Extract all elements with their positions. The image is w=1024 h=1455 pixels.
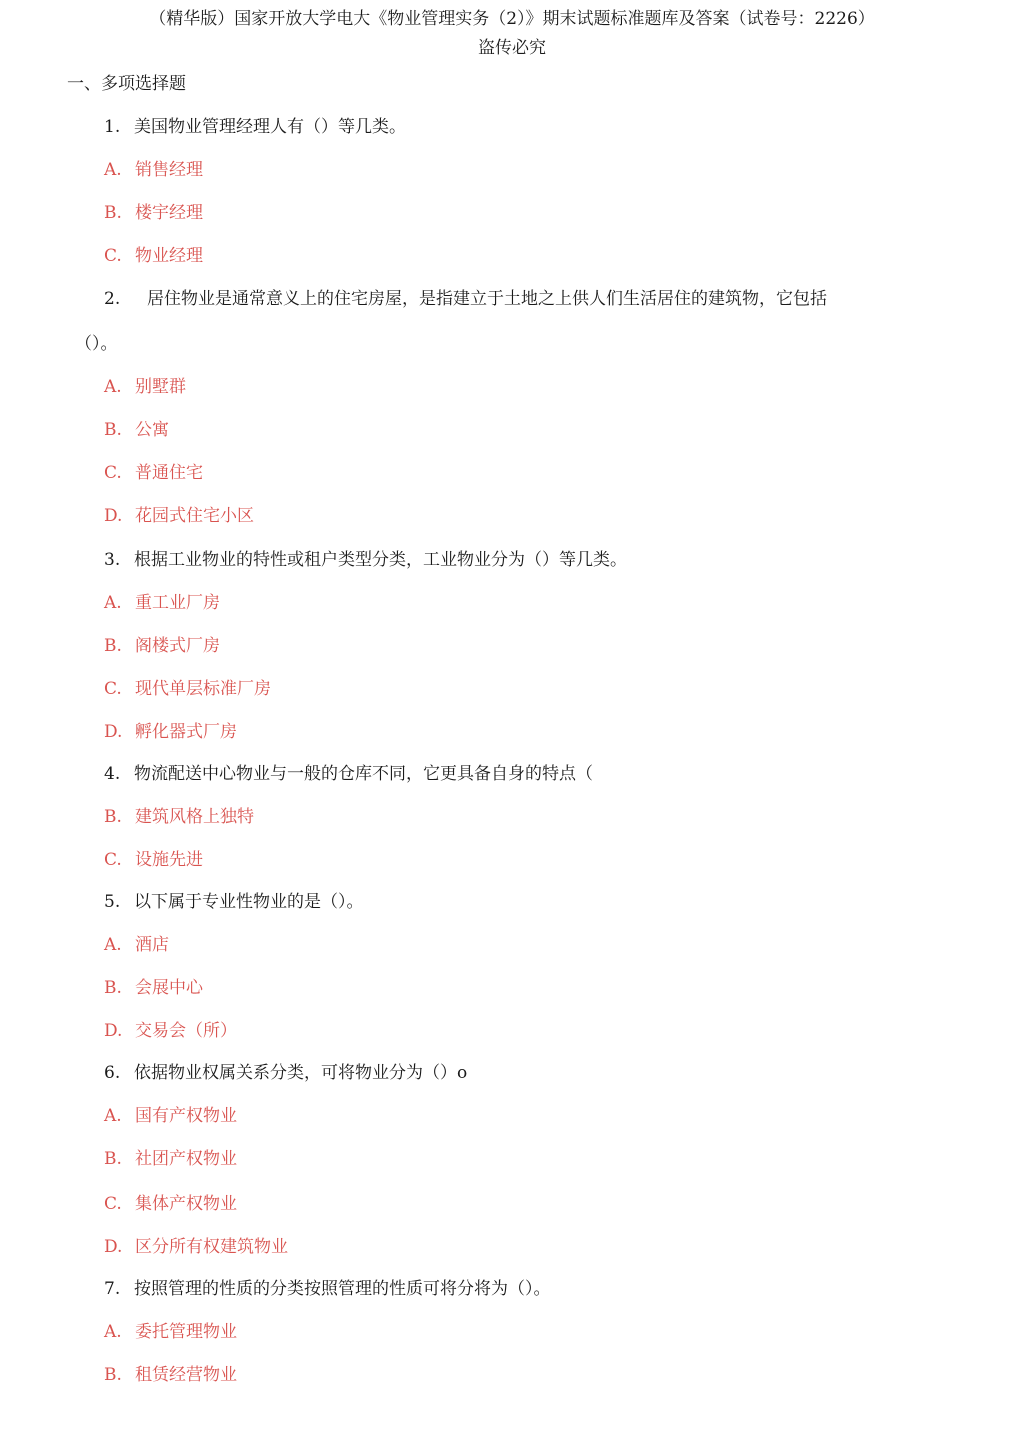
option-text: 集体产权物业 bbox=[135, 1194, 237, 1214]
answer-option bbox=[104, 245, 203, 267]
option-text: 交易会（所） bbox=[135, 1021, 237, 1041]
option-letter: A. bbox=[104, 593, 122, 613]
option-text: 酒店 bbox=[135, 935, 169, 955]
option-letter: B. bbox=[104, 807, 122, 827]
answer-option bbox=[104, 202, 203, 224]
option-text: 物业经理 bbox=[135, 246, 203, 266]
answer-option bbox=[104, 419, 169, 441]
answer-option bbox=[104, 505, 254, 527]
option-letter: C. bbox=[104, 463, 122, 483]
answer-option bbox=[104, 1105, 237, 1127]
option-letter: C. bbox=[104, 1194, 122, 1214]
question-stem bbox=[104, 549, 627, 571]
question-number: 5. bbox=[104, 892, 121, 912]
question-text: 依据物业权属关系分类，可将物业分为（）o bbox=[134, 1063, 468, 1083]
question-text: 以下属于专业性物业的是（）。 bbox=[134, 892, 364, 912]
option-letter: D. bbox=[104, 1237, 123, 1257]
question-stem bbox=[104, 891, 364, 913]
question-stem bbox=[104, 763, 593, 785]
question-number: 7. bbox=[104, 1279, 121, 1299]
option-text: 区分所有权建筑物业 bbox=[135, 1237, 288, 1257]
question-number: 6. bbox=[104, 1063, 121, 1083]
question-text: 按照管理的性质的分类按照管理的性质可将分将为（）。 bbox=[134, 1279, 551, 1299]
answer-option bbox=[104, 1364, 237, 1386]
question-number: 1. bbox=[104, 117, 121, 137]
answer-option bbox=[104, 678, 271, 700]
question-stem bbox=[104, 1062, 467, 1084]
question-number: 3. bbox=[104, 550, 121, 570]
answer-option bbox=[104, 1148, 237, 1170]
question-text: 物流配送中心物业与一般的仓库不同，它更具备自身的特点（ bbox=[134, 764, 593, 784]
option-letter: A. bbox=[104, 1106, 122, 1126]
answer-option bbox=[104, 635, 220, 657]
answer-option bbox=[104, 376, 186, 398]
option-letter: D. bbox=[104, 722, 123, 742]
option-letter: B. bbox=[104, 636, 122, 656]
option-text: 花园式住宅小区 bbox=[135, 506, 254, 526]
option-letter: C. bbox=[104, 246, 122, 266]
option-text: 别墅群 bbox=[135, 377, 186, 397]
answer-option bbox=[104, 721, 237, 743]
question-number: 4. bbox=[104, 764, 121, 784]
answer-option bbox=[104, 1193, 237, 1215]
option-letter: B. bbox=[104, 978, 122, 998]
question-stem bbox=[104, 1278, 551, 1300]
answer-option bbox=[104, 159, 203, 181]
answer-option bbox=[104, 462, 203, 484]
answer-option bbox=[104, 1321, 237, 1343]
document-title: （精华版）国家开放大学电大《物业管理实务（2）》期末试题标准题库及答案（试卷号：2226） bbox=[149, 9, 875, 29]
option-letter: C. bbox=[104, 679, 122, 699]
answer-option bbox=[104, 806, 254, 828]
option-text: 会展中心 bbox=[135, 978, 203, 998]
option-letter: B. bbox=[104, 420, 122, 440]
option-letter: A. bbox=[104, 160, 122, 180]
option-text: 委托管理物业 bbox=[135, 1322, 237, 1342]
option-letter: D. bbox=[104, 1021, 123, 1041]
option-text: 设施先进 bbox=[135, 850, 203, 870]
answer-option bbox=[104, 977, 203, 999]
option-text: 社团产权物业 bbox=[135, 1149, 237, 1169]
question-stem bbox=[104, 116, 406, 138]
option-text: 楼宇经理 bbox=[135, 203, 203, 223]
document-subtitle: 盗传必究 bbox=[478, 38, 546, 58]
question-text: 根据工业物业的特性或租户类型分类，工业物业分为（）等几类。 bbox=[134, 550, 627, 570]
question-text: 居住物业是通常意义上的住宅房屋，是指建立于土地之上供人们生活居住的建筑物，它包括 bbox=[147, 289, 827, 309]
option-text: 销售经理 bbox=[135, 160, 203, 180]
option-text: 孵化器式厂房 bbox=[135, 722, 237, 742]
option-letter: B. bbox=[104, 1365, 122, 1385]
option-text: 重工业厂房 bbox=[135, 593, 220, 613]
option-letter: D. bbox=[104, 506, 123, 526]
answer-option bbox=[104, 1020, 237, 1042]
question-stem bbox=[104, 288, 827, 310]
option-text: 公寓 bbox=[135, 420, 169, 440]
answer-option bbox=[104, 934, 169, 956]
question-text-continuation: （）。 bbox=[75, 334, 118, 354]
option-text: 现代单层标准厂房 bbox=[135, 679, 271, 699]
question-text: 美国物业管理经理人有（）等几类。 bbox=[134, 117, 406, 137]
option-letter: C. bbox=[104, 850, 122, 870]
option-text: 建筑风格上独特 bbox=[135, 807, 254, 827]
answer-option bbox=[104, 1236, 288, 1258]
option-letter: A. bbox=[104, 1322, 122, 1342]
answer-option bbox=[104, 592, 220, 614]
section-heading: 一、多项选择题 bbox=[67, 74, 186, 94]
option-text: 阁楼式厂房 bbox=[135, 636, 220, 656]
answer-option bbox=[104, 849, 203, 871]
option-letter: B. bbox=[104, 1149, 122, 1169]
option-text: 国有产权物业 bbox=[135, 1106, 237, 1126]
option-text: 租赁经营物业 bbox=[135, 1365, 237, 1385]
option-letter: A. bbox=[104, 377, 122, 397]
option-text: 普通住宅 bbox=[135, 463, 203, 483]
question-number: 2. bbox=[104, 289, 121, 309]
option-letter: B. bbox=[104, 203, 122, 223]
option-letter: A. bbox=[104, 935, 122, 955]
